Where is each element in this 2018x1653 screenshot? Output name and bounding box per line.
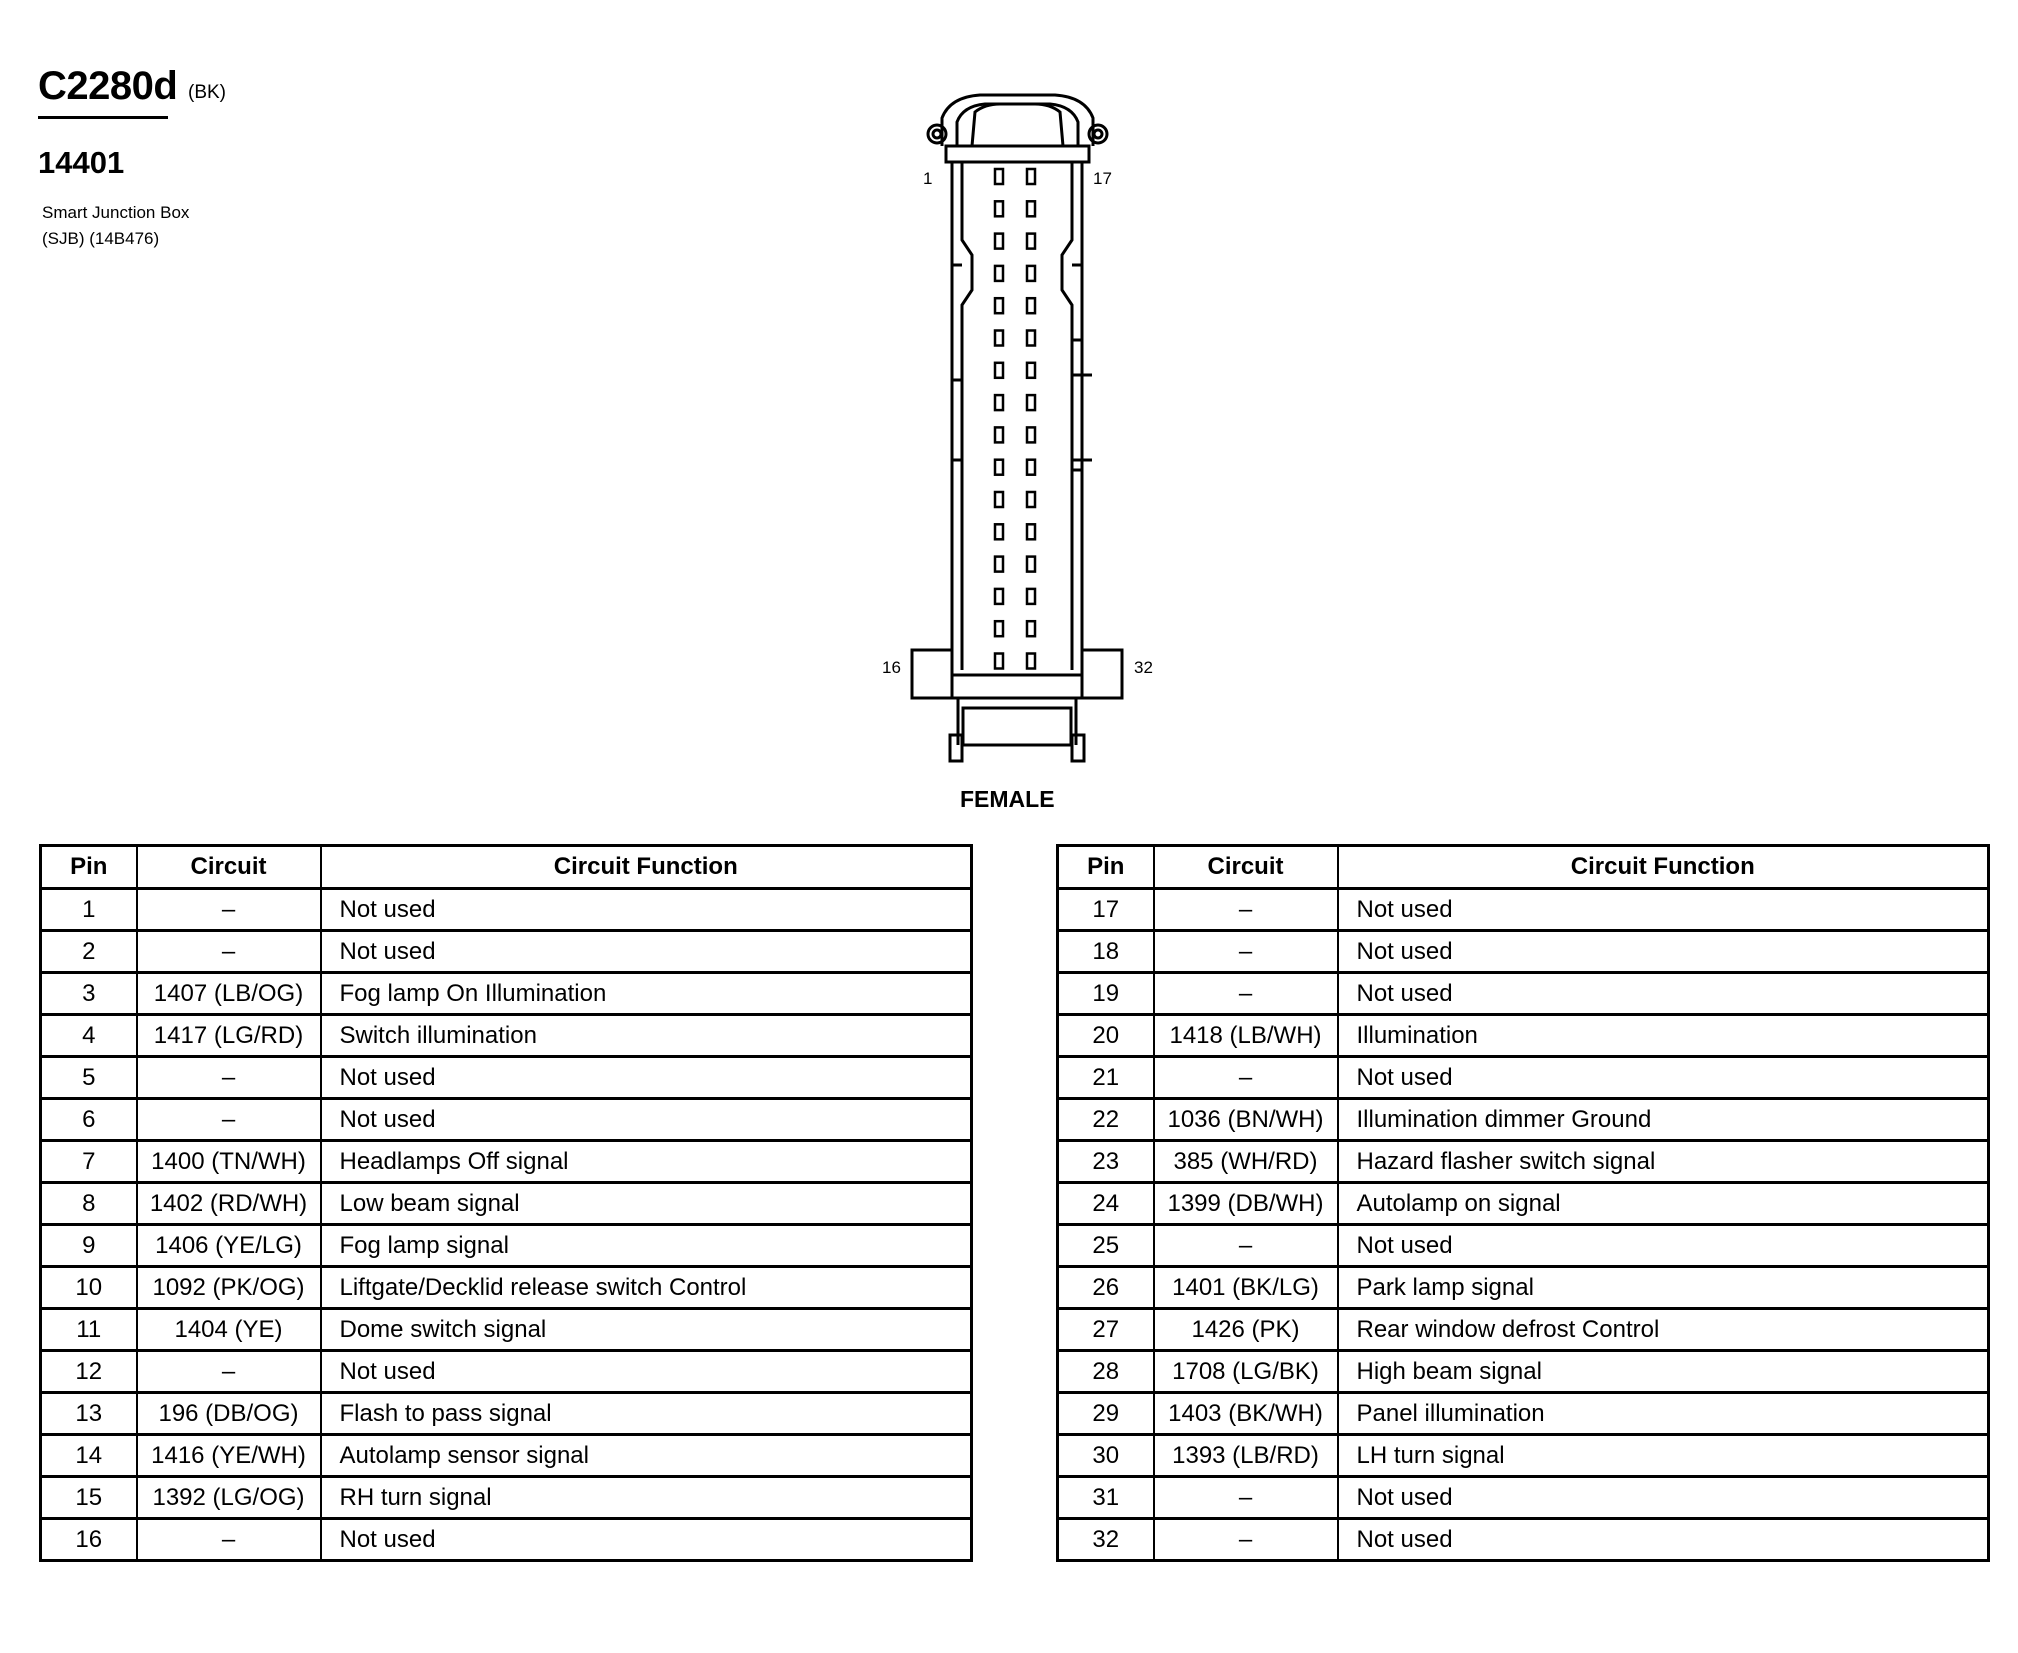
pin-cavity (995, 654, 1003, 669)
pin-cavity (1027, 492, 1035, 507)
pin-cell: 26 (1058, 1267, 1154, 1309)
pin-cell: 28 (1058, 1351, 1154, 1393)
circuit-function-cell: Not used (1338, 973, 1989, 1015)
circuit-function-cell: Not used (1338, 931, 1989, 973)
pin-cell: 8 (41, 1183, 137, 1225)
pin-cell: 31 (1058, 1477, 1154, 1519)
pin-cell: 9 (41, 1225, 137, 1267)
pin-cell: 23 (1058, 1141, 1154, 1183)
circuit-function-cell: Panel illumination (1338, 1393, 1989, 1435)
circuit-function-cell: Not used (1338, 1477, 1989, 1519)
pin-cavity (995, 427, 1003, 442)
pin-cavity (1027, 427, 1035, 442)
table-row (1058, 931, 1989, 973)
circuit-cell: 1399 (DB/WH) (1154, 1183, 1338, 1225)
table-row (41, 1057, 972, 1099)
circuit-cell: 1708 (LG/BK) (1154, 1351, 1338, 1393)
circuit-cell: 1404 (YE) (137, 1309, 321, 1351)
component-name: Smart Junction Box (42, 203, 190, 222)
component-code: (SJB) (14B476) (42, 229, 160, 248)
header-circuit-function: Circuit Function (1338, 846, 1989, 889)
table-row (1058, 973, 1989, 1015)
pin-cavity (995, 234, 1003, 249)
circuit-function-cell: Switch illumination (321, 1015, 972, 1057)
circuit-function-cell: Hazard flasher switch signal (1338, 1141, 1989, 1183)
connector-id: C2280d (38, 64, 178, 108)
header-circuit: Circuit (1154, 846, 1338, 889)
table-row (41, 1519, 972, 1561)
pin-cavity (995, 395, 1003, 410)
pin-cell: 5 (41, 1057, 137, 1099)
circuit-function-cell: Low beam signal (321, 1183, 972, 1225)
circuit-cell: 1401 (BK/LG) (1154, 1267, 1338, 1309)
table-row (41, 973, 972, 1015)
table-row (1058, 1435, 1989, 1477)
circuit-cell: – (1154, 889, 1338, 931)
circuit-function-cell: Liftgate/Decklid release switch Control (321, 1267, 972, 1309)
circuit-cell: 1400 (TN/WH) (137, 1141, 321, 1183)
circuit-function-cell: Fog lamp signal (321, 1225, 972, 1267)
pin-table-left (39, 844, 973, 1562)
pin-cell: 32 (1058, 1519, 1154, 1561)
circuit-function-cell: Park lamp signal (1338, 1267, 1989, 1309)
pin-cavity (995, 524, 1003, 539)
pin-cell: 6 (41, 1099, 137, 1141)
circuit-cell: 1426 (PK) (1154, 1309, 1338, 1351)
table-row (41, 1183, 972, 1225)
pin-32-label: 32 (1134, 658, 1153, 677)
pin-cell: 11 (41, 1309, 137, 1351)
pin-cavity (995, 589, 1003, 604)
circuit-cell: 1036 (BN/WH) (1154, 1099, 1338, 1141)
table-row (41, 1309, 972, 1351)
table-row (41, 1477, 972, 1519)
circuit-cell: 196 (DB/OG) (137, 1393, 321, 1435)
pin-cell: 14 (41, 1435, 137, 1477)
circuit-cell: – (1154, 1519, 1338, 1561)
table-row (41, 1267, 972, 1309)
pin-cell: 21 (1058, 1057, 1154, 1099)
table-row (41, 1393, 972, 1435)
gender-label: FEMALE (960, 786, 1055, 812)
table-row (1058, 1351, 1989, 1393)
pin-cell: 4 (41, 1015, 137, 1057)
table-header-row (1058, 846, 1989, 889)
circuit-function-cell: Not used (1338, 1057, 1989, 1099)
circuit-cell: 1416 (YE/WH) (137, 1435, 321, 1477)
pin-cavity (995, 331, 1003, 346)
table-row (41, 1435, 972, 1477)
circuit-function-cell: Illumination dimmer Ground (1338, 1099, 1989, 1141)
table-row (41, 1099, 972, 1141)
circuit-function-cell: Not used (321, 931, 972, 973)
circuit-cell: – (137, 931, 321, 973)
circuit-cell: – (137, 1057, 321, 1099)
pin-cavity (1027, 589, 1035, 604)
pin-cell: 10 (41, 1267, 137, 1309)
circuit-cell: – (137, 1099, 321, 1141)
pin-cell: 22 (1058, 1099, 1154, 1141)
pin-cell: 27 (1058, 1309, 1154, 1351)
pin-cell: 13 (41, 1393, 137, 1435)
circuit-function-cell: Not used (321, 1351, 972, 1393)
table-row (1058, 1267, 1989, 1309)
circuit-cell: 1418 (LB/WH) (1154, 1015, 1338, 1057)
pin-cell: 7 (41, 1141, 137, 1183)
circuit-function-cell: Illumination (1338, 1015, 1989, 1057)
pin-cell: 16 (41, 1519, 137, 1561)
circuit-cell: – (137, 889, 321, 931)
circuit-function-cell: Not used (1338, 1519, 1989, 1561)
pin-cell: 12 (41, 1351, 137, 1393)
circuit-function-cell: Not used (321, 1099, 972, 1141)
circuit-cell: – (1154, 1057, 1338, 1099)
header-circuit-function: Circuit Function (321, 846, 972, 889)
pin-cell: 1 (41, 889, 137, 931)
pin-cell: 18 (1058, 931, 1154, 973)
pin-cavity (1027, 266, 1035, 281)
pin-cell: 3 (41, 973, 137, 1015)
circuit-function-cell: Not used (1338, 889, 1989, 931)
pin-cavity (995, 621, 1003, 636)
pin-cavity (995, 363, 1003, 378)
circuit-cell: – (1154, 973, 1338, 1015)
connector-color-code: (BK) (188, 82, 226, 103)
circuit-cell: – (1154, 1225, 1338, 1267)
pin-table-right (1056, 844, 1990, 1562)
pin-cavity (1027, 298, 1035, 313)
pin-cavity (995, 557, 1003, 572)
table-row (1058, 1099, 1989, 1141)
circuit-function-cell: Autolamp sensor signal (321, 1435, 972, 1477)
circuit-function-cell: Not used (321, 1519, 972, 1561)
circuit-cell: 1417 (LG/RD) (137, 1015, 321, 1057)
circuit-function-cell: Rear window defrost Control (1338, 1309, 1989, 1351)
pin-cavity (1027, 654, 1035, 669)
pin-cavity (995, 169, 1003, 184)
table-row (1058, 1141, 1989, 1183)
pin-cavity (1027, 621, 1035, 636)
circuit-cell: 1392 (LG/OG) (137, 1477, 321, 1519)
pin-cavity (1027, 234, 1035, 249)
circuit-cell: – (137, 1519, 321, 1561)
circuit-cell: 385 (WH/RD) (1154, 1141, 1338, 1183)
circuit-cell: 1407 (LB/OG) (137, 973, 321, 1015)
pin-17-label: 17 (1093, 169, 1112, 188)
pin-cavity (995, 492, 1003, 507)
circuit-cell: 1403 (BK/WH) (1154, 1393, 1338, 1435)
table-row (1058, 1057, 1989, 1099)
pin-16-label: 16 (882, 658, 901, 677)
pin-1-label: 1 (923, 169, 933, 188)
circuit-function-cell: Not used (1338, 1225, 1989, 1267)
circuit-cell: 1092 (PK/OG) (137, 1267, 321, 1309)
table-row (1058, 1183, 1989, 1225)
table-header-row (41, 846, 972, 889)
circuit-cell: – (1154, 1477, 1338, 1519)
pin-cavity (1027, 331, 1035, 346)
table-row (1058, 1477, 1989, 1519)
pin-cavity (1027, 169, 1035, 184)
pin-cell: 25 (1058, 1225, 1154, 1267)
table-row (41, 1225, 972, 1267)
circuit-cell: – (1154, 931, 1338, 973)
pin-cell: 19 (1058, 973, 1154, 1015)
table-row (1058, 1015, 1989, 1057)
circuit-function-cell: Not used (321, 1057, 972, 1099)
pin-cell: 15 (41, 1477, 137, 1519)
circuit-function-cell: Not used (321, 889, 972, 931)
pin-cavity (995, 460, 1003, 475)
pin-cavity (995, 201, 1003, 216)
table-row (41, 1351, 972, 1393)
pin-cavity (1027, 201, 1035, 216)
table-row (41, 1141, 972, 1183)
connector-face-diagram (0, 0, 2018, 820)
pin-cavity (995, 266, 1003, 281)
part-number: 14401 (38, 145, 125, 180)
pin-cavity (1027, 363, 1035, 378)
pin-cell: 24 (1058, 1183, 1154, 1225)
pin-cavity (995, 298, 1003, 313)
circuit-cell: 1406 (YE/LG) (137, 1225, 321, 1267)
pin-cavity (1027, 557, 1035, 572)
pin-cavity (1027, 524, 1035, 539)
table-row (1058, 889, 1989, 931)
pin-cell: 17 (1058, 889, 1154, 931)
circuit-function-cell: Fog lamp On Illumination (321, 973, 972, 1015)
header-pin: Pin (1058, 846, 1154, 889)
circuit-cell: 1402 (RD/WH) (137, 1183, 321, 1225)
table-row (1058, 1519, 1989, 1561)
circuit-function-cell: Flash to pass signal (321, 1393, 972, 1435)
pin-cell: 20 (1058, 1015, 1154, 1057)
circuit-function-cell: Headlamps Off signal (321, 1141, 972, 1183)
circuit-function-cell: High beam signal (1338, 1351, 1989, 1393)
pin-cavity (1027, 460, 1035, 475)
table-row (41, 1015, 972, 1057)
circuit-function-cell: Dome switch signal (321, 1309, 972, 1351)
pin-cell: 30 (1058, 1435, 1154, 1477)
header-pin: Pin (41, 846, 137, 889)
pin-cavity (1027, 395, 1035, 410)
pin-cell: 29 (1058, 1393, 1154, 1435)
table-row (1058, 1393, 1989, 1435)
circuit-cell: 1393 (LB/RD) (1154, 1435, 1338, 1477)
table-row (1058, 1309, 1989, 1351)
circuit-function-cell: LH turn signal (1338, 1435, 1989, 1477)
circuit-function-cell: RH turn signal (321, 1477, 972, 1519)
header-circuit: Circuit (137, 846, 321, 889)
circuit-function-cell: Autolamp on signal (1338, 1183, 1989, 1225)
table-row (41, 931, 972, 973)
table-row (41, 889, 972, 931)
pin-cell: 2 (41, 931, 137, 973)
circuit-cell: – (137, 1351, 321, 1393)
table-row (1058, 1225, 1989, 1267)
